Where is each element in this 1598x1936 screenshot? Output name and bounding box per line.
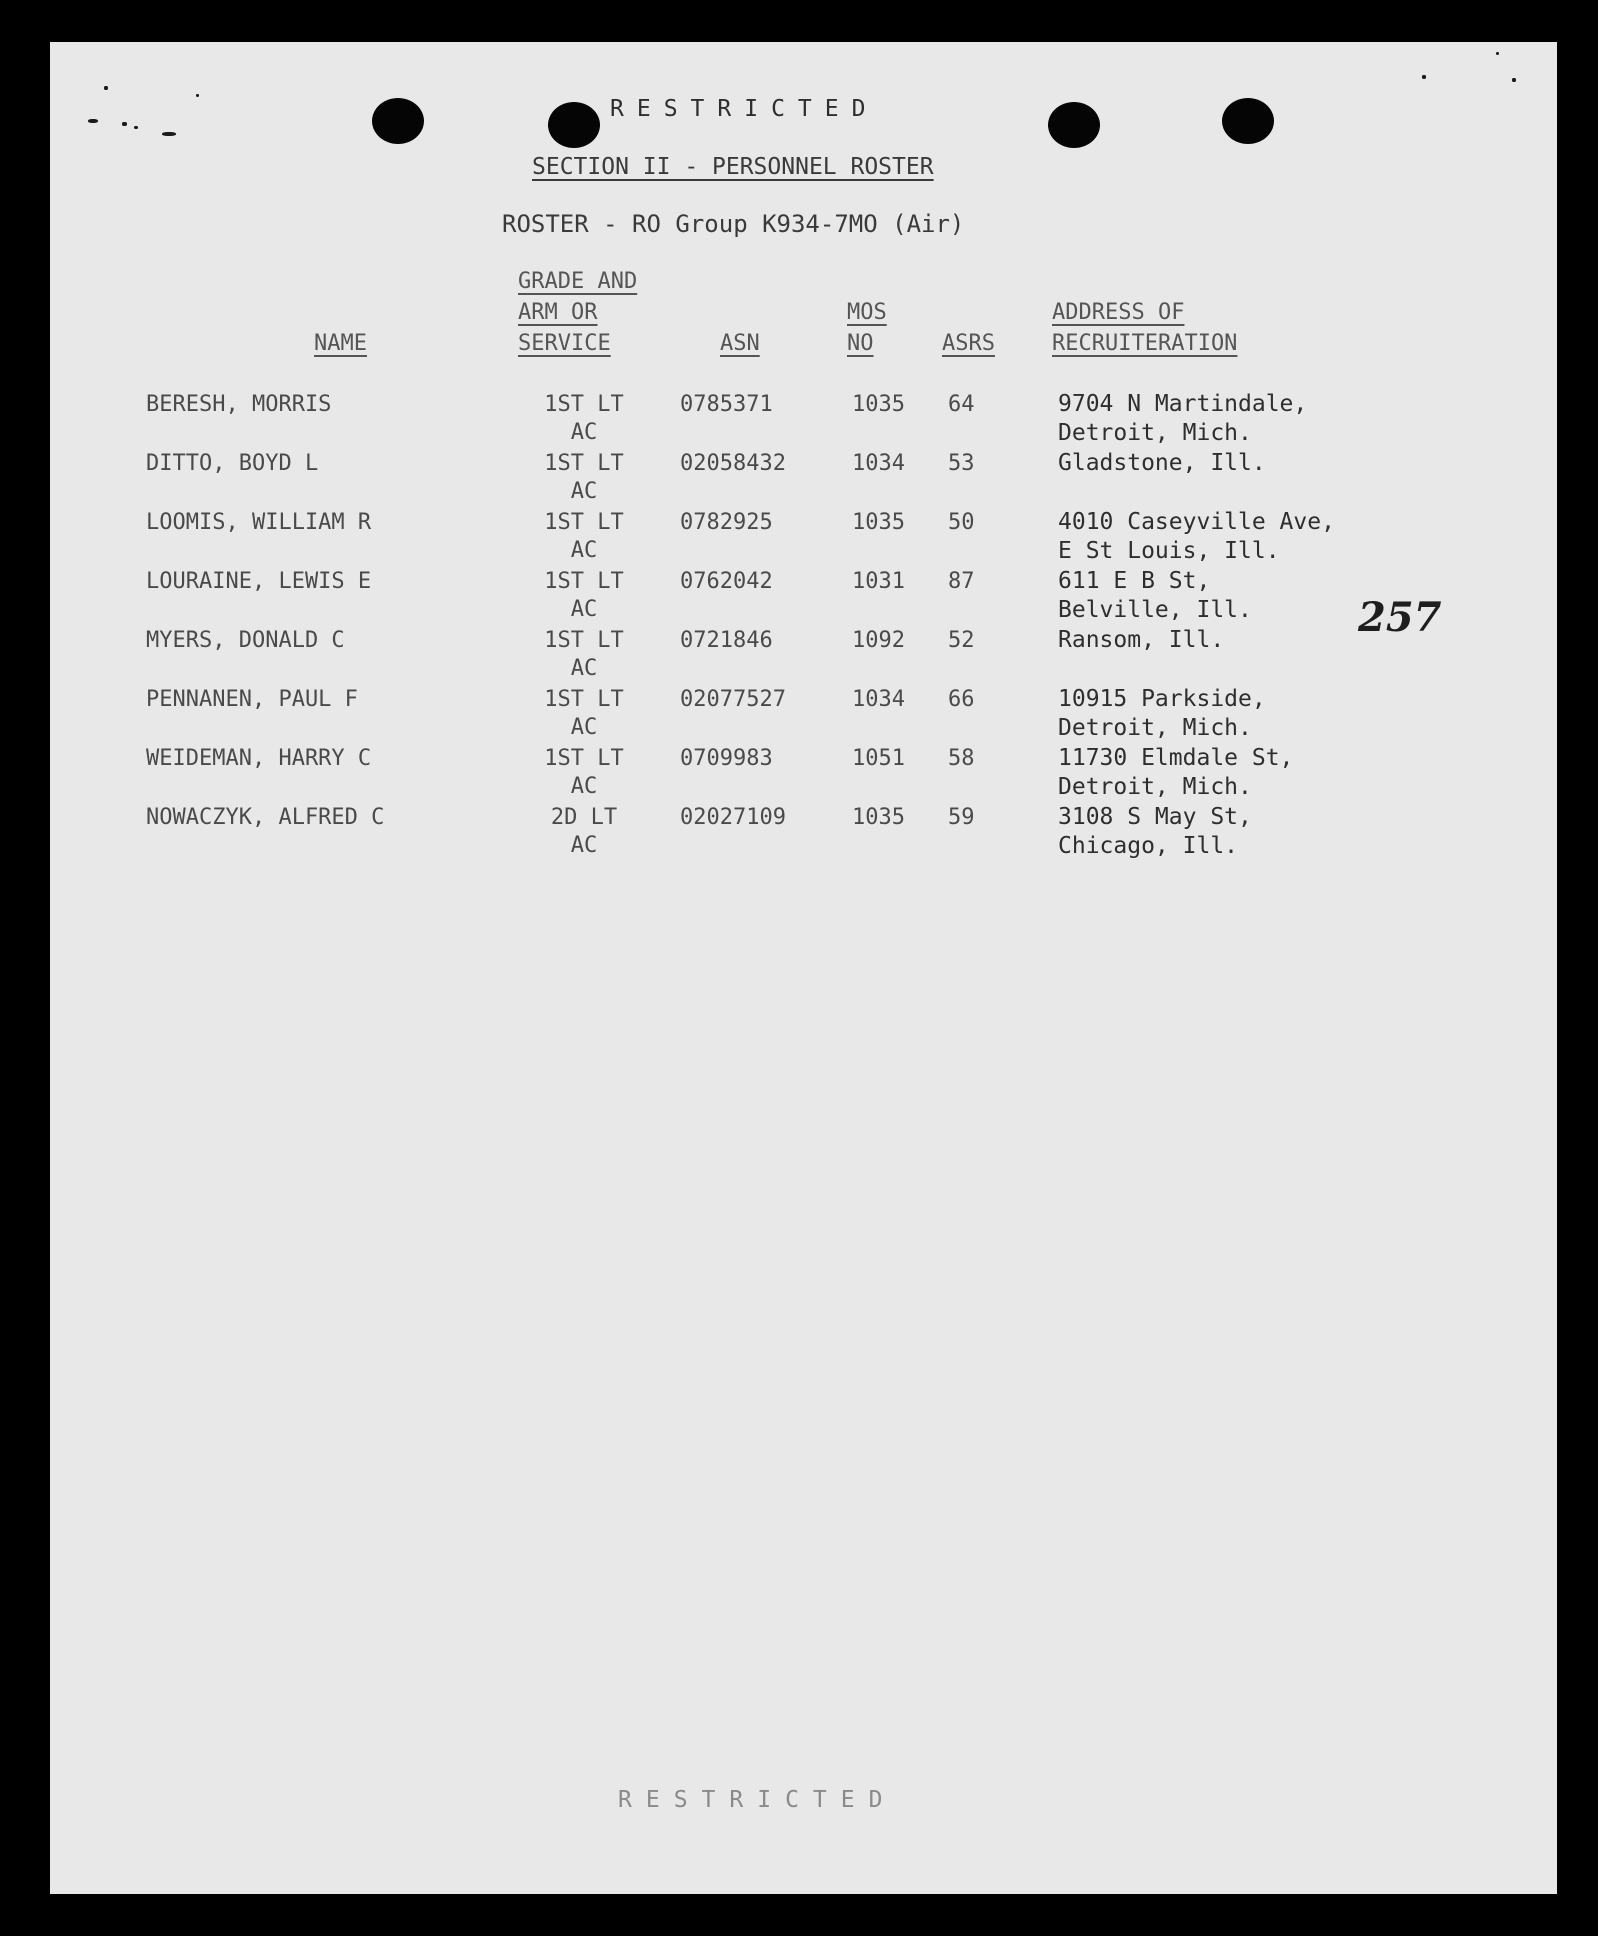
cell-address: 11730 Elmdale St, [1058, 745, 1294, 771]
cell-arm: AC [570, 656, 598, 681]
cell-mos: 1035 [852, 510, 905, 535]
cell-arm: AC [570, 774, 598, 799]
cell-name: NOWACZYK, ALFRED C [146, 805, 385, 830]
cell-name: LOURAINE, LEWIS E [146, 569, 372, 594]
cell-asrs: 53 [948, 451, 975, 476]
cell-arm: AC [570, 715, 598, 740]
speck [104, 86, 108, 90]
cell-mos: 1092 [852, 628, 905, 653]
cell-asn: 0762042 [680, 569, 773, 594]
cell-address: 3108 S May St, [1058, 804, 1252, 830]
cell-arm: AC [570, 597, 598, 622]
speck [196, 94, 199, 97]
cell-address: E St Louis, Ill. [1058, 538, 1280, 564]
header-mos: MOS NO [847, 300, 887, 356]
cell-address: Detroit, Mich. [1058, 715, 1252, 741]
cell-grade: 1ST LT [544, 451, 624, 476]
cell-grade: 1ST LT [544, 746, 624, 771]
cell-address: Belville, Ill. [1058, 597, 1252, 623]
cell-name: BERESH, MORRIS [146, 392, 332, 417]
cell-address: Detroit, Mich. [1058, 774, 1252, 800]
cell-name: LOOMIS, WILLIAM R [146, 510, 372, 535]
page-number: 257 [1358, 594, 1442, 641]
cell-asrs: 50 [948, 510, 975, 535]
cell-asn: 0709983 [680, 746, 773, 771]
cell-address: 611 E B St, [1058, 568, 1211, 594]
cell-asn: 02077527 [680, 687, 786, 712]
speck [122, 122, 127, 126]
cell-mos: 1034 [852, 687, 905, 712]
cell-mos: 1034 [852, 451, 905, 476]
cell-mos: 1035 [852, 392, 905, 417]
document-page [50, 42, 1557, 1894]
section-title: SECTION II - PERSONNEL ROSTER [532, 154, 934, 180]
cell-asn: 0782925 [680, 510, 773, 535]
header-asn: ASN [720, 331, 760, 356]
punch-hole [1222, 98, 1274, 144]
cell-grade: 1ST LT [544, 687, 624, 712]
cell-asrs: 59 [948, 805, 975, 830]
header-asrs: ASRS [942, 331, 995, 356]
cell-asrs: 64 [948, 392, 975, 417]
cell-address: 9704 N Martindale, [1058, 391, 1308, 417]
speck [134, 126, 138, 129]
cell-mos: 1051 [852, 746, 905, 771]
speck [1512, 78, 1516, 82]
restricted-marking-top: RESTRICTED [610, 96, 879, 122]
cell-name: PENNANEN, PAUL F [146, 687, 358, 712]
cell-asn: 0785371 [680, 392, 773, 417]
cell-asn: 0721846 [680, 628, 773, 653]
cell-name: MYERS, DONALD C [146, 628, 345, 653]
header-name: NAME [314, 331, 367, 356]
cell-grade: 1ST LT [544, 392, 624, 417]
cell-grade: 1ST LT [544, 569, 624, 594]
cell-address: Ransom, Ill. [1058, 627, 1225, 653]
cell-asrs: 87 [948, 569, 975, 594]
cell-address: 10915 Parkside, [1058, 686, 1266, 712]
cell-grade: 1ST LT [544, 628, 624, 653]
punch-hole [372, 98, 424, 144]
cell-mos: 1035 [852, 805, 905, 830]
cell-grade: 1ST LT [544, 510, 624, 535]
cell-address: Detroit, Mich. [1058, 420, 1252, 446]
cell-address: 4010 Caseyville Ave, [1058, 509, 1335, 535]
header-grade: GRADE AND ARM OR SERVICE [518, 269, 638, 356]
cell-asn: 02058432 [680, 451, 786, 476]
cell-asrs: 58 [948, 746, 975, 771]
speck [88, 119, 98, 123]
cell-address: Chicago, Ill. [1058, 833, 1239, 859]
speck [1496, 52, 1499, 55]
cell-asn: 02027109 [680, 805, 786, 830]
cell-name: WEIDEMAN, HARRY C [146, 746, 372, 771]
cell-address: Gladstone, Ill. [1058, 450, 1266, 476]
punch-hole [1048, 102, 1100, 148]
speck [1422, 75, 1426, 79]
cell-grade: 2D LT [550, 805, 618, 830]
cell-asrs: 52 [948, 628, 975, 653]
cell-arm: AC [570, 538, 598, 563]
restricted-marking-bottom: RESTRICTED [618, 1787, 897, 1813]
speck [162, 132, 176, 136]
cell-mos: 1031 [852, 569, 905, 594]
cell-asrs: 66 [948, 687, 975, 712]
cell-arm: AC [570, 479, 598, 504]
roster-title: ROSTER - RO Group K934-7MO (Air) [502, 210, 965, 238]
punch-hole [548, 102, 600, 148]
cell-arm: AC [570, 833, 598, 858]
cell-arm: AC [570, 420, 598, 445]
cell-name: DITTO, BOYD L [146, 451, 319, 476]
header-address: ADDRESS OF RECRUITERATION [1052, 300, 1238, 356]
